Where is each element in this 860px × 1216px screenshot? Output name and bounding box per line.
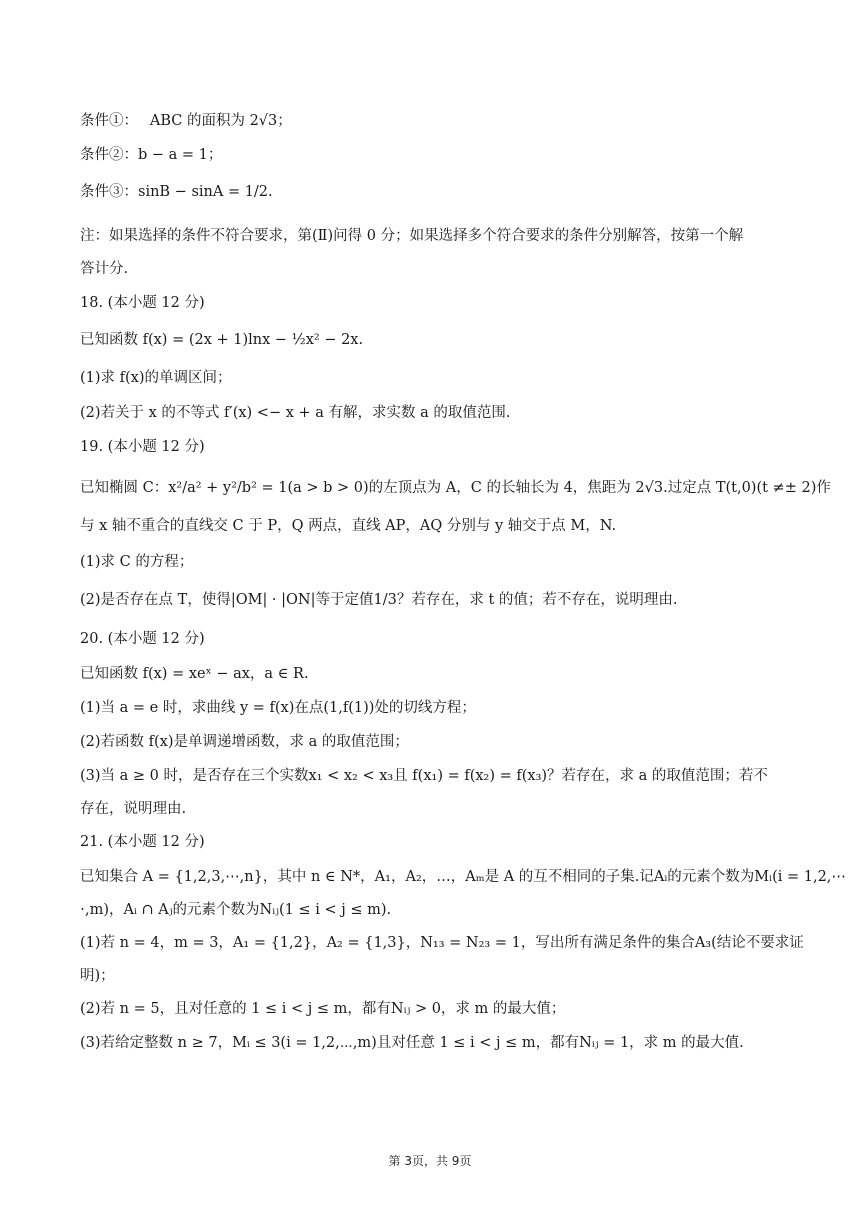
condition-3: 条件③：sinB − sinA = 1/2.	[80, 184, 273, 200]
condition-1: 条件①： ABC 的面积为 2√3；	[80, 113, 292, 129]
problem-21-part-3: (3)若给定整数 n ≥ 7，Mᵢ ≤ 3(i = 1,2,⋯,m)且对任意 1 ≤ i < j ≤ m，都有Nᵢⱼ = 1，求 m 的最大值.	[80, 1035, 744, 1051]
problem-19-statement-1: 已知椭圆 C：x²/a² + y²/b² = 1(a > b > 0)的左顶点为 A，C 的长轴长为 4，焦距为 2√3.过定点 T(t,0)(t ≠± 2)作	[80, 480, 831, 496]
problem-21-statement-1: 已知集合 A = {1,2,3,⋯,n}，其中 n ∈ N*，A₁，A₂，…，Aₘ是 A 的互不相同的子集.记Aᵢ的元素个数为Mᵢ(i = 1,2,⋯	[80, 869, 846, 885]
problem-20-heading: 20. (本小题 12 分)	[80, 631, 205, 647]
note-line-2: 答计分.	[80, 261, 129, 277]
problem-20-statement: 已知函数 f(x) = xeˣ − ax，a ∈ R.	[80, 666, 309, 682]
problem-19-statement-2: 与 x 轴不重合的直线交 C 于 P，Q 两点，直线 AP，AQ 分别与 y 轴交于点 M，N.	[80, 518, 617, 534]
problem-20-part-3-line-2: 存在，说明理由.	[80, 801, 187, 817]
problem-21-part-1-line-1: (1)若 n = 4，m = 3，A₁ = {1,2}，A₂ = {1,3}，N₁₃ = N₂₃ = 1，写出所有满足条件的集合A₃(结论不要求证	[80, 935, 804, 951]
problem-19-part-1: (1)求 C 的方程；	[80, 554, 194, 570]
problem-21-part-1-line-2: 明)；	[80, 968, 115, 984]
problem-21-statement-2: ⋅,m)，Aᵢ ∩ Aⱼ的元素个数为Nᵢⱼ(1 ≤ i < j ≤ m).	[80, 902, 392, 918]
problem-18-statement: 已知函数 f(x) = (2x + 1)lnx − ½x² − 2x.	[80, 332, 364, 348]
note-line-1: 注：如果选择的条件不符合要求，第(Ⅱ)问得 0 分；如果选择多个符合要求的条件分别解答，按第一个解	[80, 228, 744, 244]
problem-18-heading: 18. (本小题 12 分)	[80, 295, 205, 311]
condition-2: 条件②：b − a = 1；	[80, 147, 223, 163]
problem-20-part-3-line-1: (3)当 a ≥ 0 时，是否存在三个实数x₁ < x₂ < x₃且 f(x₁) = f(x₂) = f(x₃)？若存在，求 a 的取值范围；若不	[80, 768, 768, 784]
problem-19-heading: 19. (本小题 12 分)	[80, 439, 205, 455]
problem-21-heading: 21. (本小题 12 分)	[80, 834, 205, 850]
problem-18-part-1: (1)求 f(x)的单调区间；	[80, 370, 232, 386]
problem-18-part-2: (2)若关于 x 的不等式 f′(x) <− x + a 有解，求实数 a 的取值范围.	[80, 405, 511, 421]
page-footer: 第 3页，共 9页	[388, 1154, 472, 1168]
problem-19-part-2: (2)是否存在点 T，使得|OM| · |ON|等于定值1/3？若存在，求 t 的值；若不存在，说明理由.	[80, 592, 678, 608]
problem-21-part-2: (2)若 n = 5，且对任意的 1 ≤ i < j ≤ m，都有Nᵢⱼ > 0，求 m 的最大值；	[80, 1001, 566, 1017]
problem-20-part-1: (1)当 a = e 时，求曲线 y = f(x)在点(1,f(1))处的切线方程；	[80, 700, 476, 716]
problem-20-part-2: (2)若函数 f(x)是单调递增函数，求 a 的取值范围；	[80, 734, 409, 750]
